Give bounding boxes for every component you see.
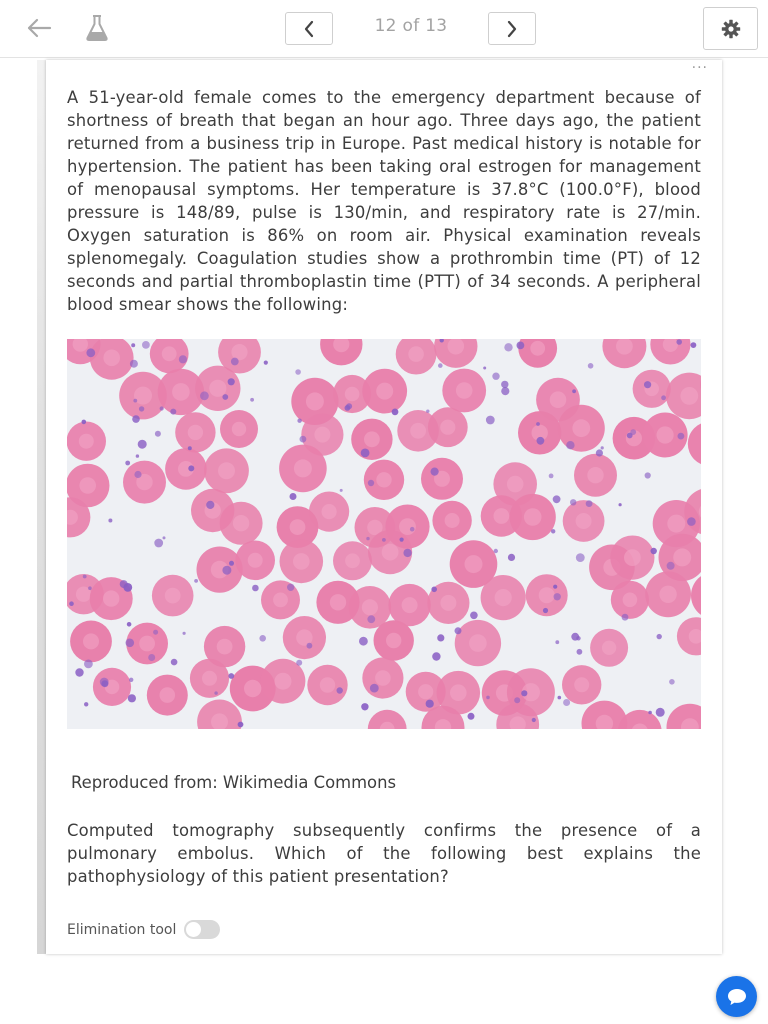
central-pallor [275,673,292,690]
central-pallor [507,476,524,493]
platelet [337,687,343,693]
central-pallor [550,391,567,408]
platelet [206,501,214,509]
platelet [75,668,83,676]
central-pallor [469,634,487,652]
central-pallor [217,639,233,655]
central-pallor [290,519,306,535]
chat-support-button[interactable] [716,976,757,1017]
lab-values-button[interactable] [80,11,114,45]
platelet [504,343,512,351]
platelet [194,579,198,583]
platelet [572,389,576,393]
central-pallor [410,423,426,439]
platelet [366,537,369,540]
central-pallor [576,513,592,529]
platelet [549,474,554,479]
central-pallor [680,387,698,405]
platelet [468,713,475,720]
platelet [483,367,486,370]
platelet [470,612,478,620]
platelet [432,652,440,660]
central-pallor [574,677,589,692]
platelet [622,614,629,621]
central-pallor [402,597,418,613]
platelet [367,615,375,623]
central-pallor [539,587,555,603]
central-pallor [293,553,310,570]
platelet [553,585,557,589]
platelet [501,381,508,388]
platelet [86,348,95,357]
central-pallor [657,426,674,443]
platelet [170,409,176,415]
central-pallor [345,387,360,402]
platelet [222,394,228,400]
platelet [400,538,404,542]
platelet [514,697,520,703]
central-pallor [330,594,346,610]
central-pallor [248,553,263,568]
platelet [238,722,244,728]
platelet [554,593,561,600]
platelet [160,406,164,410]
platelet [154,539,163,548]
central-pallor [244,680,261,697]
central-pallor [202,671,217,686]
platelet [287,584,294,591]
central-pallor [659,586,676,603]
central-pallor [233,515,249,531]
platelet [133,399,137,403]
platelet [558,696,562,700]
central-pallor [134,387,152,405]
platelet [228,378,235,385]
central-pallor [530,341,545,356]
platelet [183,632,186,635]
platelet [596,449,603,456]
platelet [645,472,651,478]
platelet [586,500,593,507]
platelet [83,575,87,579]
platelet [521,690,527,696]
gear-icon [721,19,741,39]
platelet [382,538,386,542]
platelet [148,654,155,661]
platelet [687,517,696,526]
platelet [138,440,147,449]
platelet [307,643,313,649]
platelet [222,566,231,575]
central-pallor [623,593,638,608]
platelet [82,420,87,425]
platelet [426,410,429,413]
platelet [627,433,633,439]
central-pallor [209,380,226,397]
platelet [125,461,130,466]
central-pallor [399,518,416,535]
platelet [426,700,434,708]
platelet [566,441,574,449]
central-pallor [445,513,460,528]
central-pallor [376,472,391,487]
central-pallor [306,392,324,410]
platelet [142,341,150,349]
platelet [536,422,540,426]
central-pallor [624,549,641,566]
platelet [563,699,570,706]
toggle-knob [186,922,201,937]
platelet [361,703,368,710]
platelet [84,702,88,706]
platelet [136,454,139,457]
central-pallor [440,595,456,611]
question-stem: A 51-year-old female comes to the emergency department because of shortness of breath that began an hour ago. Three days ago, the patient returned from a business trip in Europe. Past medical history is notable for hypertension. The patient has been taking oral estrogen for management of menopausal symptoms. Her temperature is 37.8°C (100.0°F), blood pressure is 148/89, pulse is 130/min, and respiratory rate is 27/min. Oxygen saturation is 86% on room air. Physical examination reveals splenomegaly. Coagulation studies show a prothrombin time (PT) of 12 seconds and partial thromboplastin time (PTT) of 34 seconds. A peripheral blood smear shows the following: [67,88,701,314]
platelet [359,637,368,646]
platelet [252,585,259,592]
central-pallor [294,459,312,477]
platelet [588,363,594,369]
question-counter: 12 of 13 [374,16,448,36]
central-pallor [345,553,360,568]
platelet [648,711,652,715]
platelet [340,489,343,492]
platelet [259,635,266,642]
platelet [345,405,351,411]
central-pallor [188,425,203,440]
platelet [392,409,399,416]
platelet [601,446,604,449]
platelet [155,431,161,437]
arrow-left-icon [26,17,52,39]
platelet [214,691,217,694]
platelet [678,433,685,440]
platelet [300,436,307,443]
chat-bubble-icon [726,987,748,1007]
platelet [553,495,561,503]
central-pallor [162,346,177,361]
central-pallor [79,434,94,449]
back-button[interactable] [22,12,56,44]
platelet [508,554,515,561]
platelet [403,549,411,557]
platelet [127,622,132,627]
platelet [517,342,525,350]
central-pallor [320,677,335,692]
central-pallor [139,636,155,652]
platelet [132,415,140,423]
central-pallor [83,633,99,649]
platelet [543,608,548,613]
central-pallor [673,548,691,566]
platelet [691,342,697,348]
platelet [486,416,495,425]
flask-icon [85,14,109,42]
question-prompt: Computed tomography subsequently confirms the presence of a pulmonary embolus. Which of the following best explains the pathophysiology of this patient presentation? [67,821,701,886]
platelet [120,580,128,588]
central-pallor [408,346,424,362]
platelet [129,678,133,682]
platelet [657,634,662,639]
central-pallor [465,555,483,573]
central-pallor [218,462,235,479]
platelet [296,660,302,666]
platelet [368,480,374,486]
central-pallor [79,477,96,494]
central-pallor [667,515,685,533]
question-card [46,60,722,954]
platelet [126,639,135,648]
chevron-right-icon [506,20,518,38]
central-pallor [587,467,603,483]
central-pallor [440,420,455,435]
central-pallor [375,670,391,686]
central-pallor [602,641,616,655]
central-pallor [103,590,119,606]
central-pallor [322,504,337,519]
platelet [108,519,112,523]
platelet [661,395,666,400]
chevron-left-icon [303,20,315,38]
central-pallor [456,382,473,399]
platelet [437,634,444,641]
platelet [644,381,651,388]
platelet [128,694,136,702]
platelet [431,468,439,476]
platelet [153,630,158,635]
platelet [667,562,675,570]
platelet [486,696,490,700]
platelet [551,529,555,533]
more-options-icon[interactable]: ··· [691,60,708,76]
central-pallor [495,589,512,606]
platelet [492,373,499,380]
elimination-tool-label: Elimination tool [67,922,177,938]
platelet [188,465,194,471]
platelet [290,493,297,500]
central-pallor [160,687,176,703]
platelet [84,660,93,669]
central-pallor [232,422,246,436]
central-pallor [376,383,393,400]
platelet [229,561,234,566]
platelet [619,503,622,506]
platelet [651,548,657,554]
platelet [577,649,583,655]
platelet [555,640,559,644]
platelet [88,586,92,590]
blood-smear-illustration [67,339,701,729]
platelet [131,343,135,347]
platelet [100,678,109,687]
platelet [370,684,379,693]
top-toolbar [0,0,768,58]
central-pallor [382,544,399,561]
platelet [264,361,268,365]
central-pallor [524,508,542,526]
platelet [228,673,234,679]
platelet [69,601,74,606]
platelet [410,527,415,532]
platelet [576,553,585,562]
platelet [570,499,576,505]
scroll-shade [37,60,46,954]
platelet [438,363,443,368]
platelet [163,536,166,539]
central-pallor [362,599,378,615]
central-pallor [572,419,590,437]
platelet [297,419,301,423]
platelet [431,587,437,593]
platelet [179,355,187,363]
platelet [676,339,682,345]
platelet [139,406,144,411]
central-pallor [418,684,433,699]
platelet [250,398,254,402]
image-caption: Reproduced from: Wikimedia Commons [71,773,396,792]
central-pallor [273,593,288,608]
settings-button[interactable] [703,7,758,50]
platelet [134,471,141,478]
platelet [656,708,665,717]
central-pallor [172,383,190,401]
central-pallor [494,508,510,524]
previous-question-button[interactable] [285,12,333,45]
platelet [361,449,370,458]
platelet [188,446,192,450]
platelet [455,627,462,634]
next-question-button[interactable] [488,12,536,45]
platelet [231,358,239,366]
platelet [200,391,209,400]
central-pallor [364,431,380,447]
blood-smear-image[interactable] [67,339,701,729]
central-pallor [314,427,330,443]
platelet [494,549,498,553]
central-pallor [450,684,467,701]
central-pallor [165,588,181,604]
central-pallor [386,633,401,648]
platelet [576,636,580,640]
platelet [130,360,138,368]
elimination-tool-toggle[interactable] [184,920,220,939]
platelet [669,679,675,685]
central-pallor [103,350,120,367]
platelet [537,437,545,445]
platelet [295,369,301,375]
platelet [532,718,536,722]
platelet [171,659,178,666]
platelet [501,387,509,395]
